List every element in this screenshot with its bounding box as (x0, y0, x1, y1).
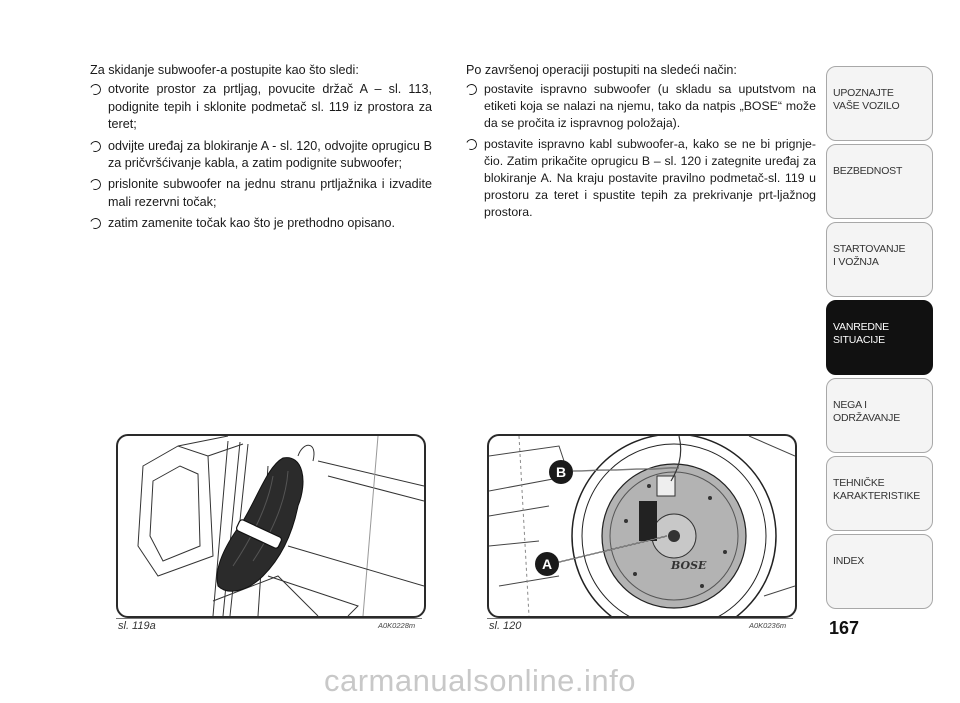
callout-a: A (541, 556, 553, 572)
bullet-icon (88, 217, 102, 231)
bose-logo: BOSE (671, 559, 707, 572)
list-item: postavite ispravno subwoofer (u skladu sa uputstvom na etiketi koja se nalazi na njemu, tako da natpis „BOSE“ može da se pročita iz ispravnog položaja). (466, 81, 816, 132)
page-number: 167 (829, 618, 860, 638)
right-bullet-list (466, 81, 816, 221)
left-bullet-list (90, 81, 432, 232)
figure-caption: sl. 120 (489, 620, 522, 632)
caption-rule (116, 618, 422, 619)
list-item: zatim zamenite točak kao što je prethodno opisano. (90, 215, 432, 232)
tab-startovanje[interactable]: STARTOVANJE I VOŽNJA (826, 222, 933, 297)
bullet-icon (464, 83, 478, 97)
tab-index[interactable]: INDEX (826, 534, 933, 609)
list-item: postavite ispravno kabl subwoofer-a, kako se ne bi prignje-čio. Zatim prikačite oprugicu B – sl. 120 i zategnite uređaj za blokiranje A. Na kraju postavite pravilno podmetač-sl. 119 u prostoru za teret i spustite tepih za prekrivanje prt-ljažnog prostora. (466, 136, 816, 221)
list-item: otvorite prostor za prtljag, povucite držač A – sl. 113, podignite tepih i sklonite podmetač sl. 119 iz prostora za teret; (90, 81, 432, 133)
watermark: carmanualsonline.info (323, 663, 637, 698)
figure-119a (116, 434, 426, 618)
tab-nega[interactable]: NEGA I ODRŽAVANJE (826, 378, 933, 453)
left-text-column (90, 62, 432, 237)
figure-120 (487, 434, 797, 618)
bullet-icon (88, 83, 102, 97)
figure-code: A0K0228m (378, 621, 416, 630)
caption-rule (487, 618, 793, 619)
trunk-illustration (118, 436, 424, 616)
bullet-icon (88, 178, 102, 192)
list-item: odvijte uređaj za blokiranje A - sl. 120, odvojite oprugicu B za pričvršćivanje kabla, a zatim podignite subwoofer; (90, 138, 432, 173)
tab-tehnicke[interactable]: TEHNIČKE KARAKTERISTIKE (826, 456, 933, 531)
callout-b: B (555, 464, 567, 480)
left-intro: Za skidanje subwoofer-a postupite kao što sledi: (90, 63, 359, 77)
tab-upoznajte[interactable]: UPOZNAJTE VAŠE VOZILO (826, 66, 933, 141)
figure-caption: sl. 119a (118, 620, 156, 632)
bullet-icon (464, 138, 478, 152)
bullet-icon (88, 139, 102, 153)
list-item: prislonite subwoofer na jednu stranu prtljažnika i izvadite mali rezervni točak; (90, 176, 432, 211)
tab-vanredne-situacije[interactable]: VANREDNE SITUACIJE (826, 300, 933, 375)
right-text-column (466, 62, 816, 225)
spare-wheel-illustration (489, 436, 795, 616)
tab-bezbednost[interactable]: BEZBEDNOST (826, 144, 933, 219)
figure-code: A0K0236m (749, 621, 787, 630)
right-intro: Po završenoj operaciji postupiti na sledeći način: (466, 63, 737, 77)
